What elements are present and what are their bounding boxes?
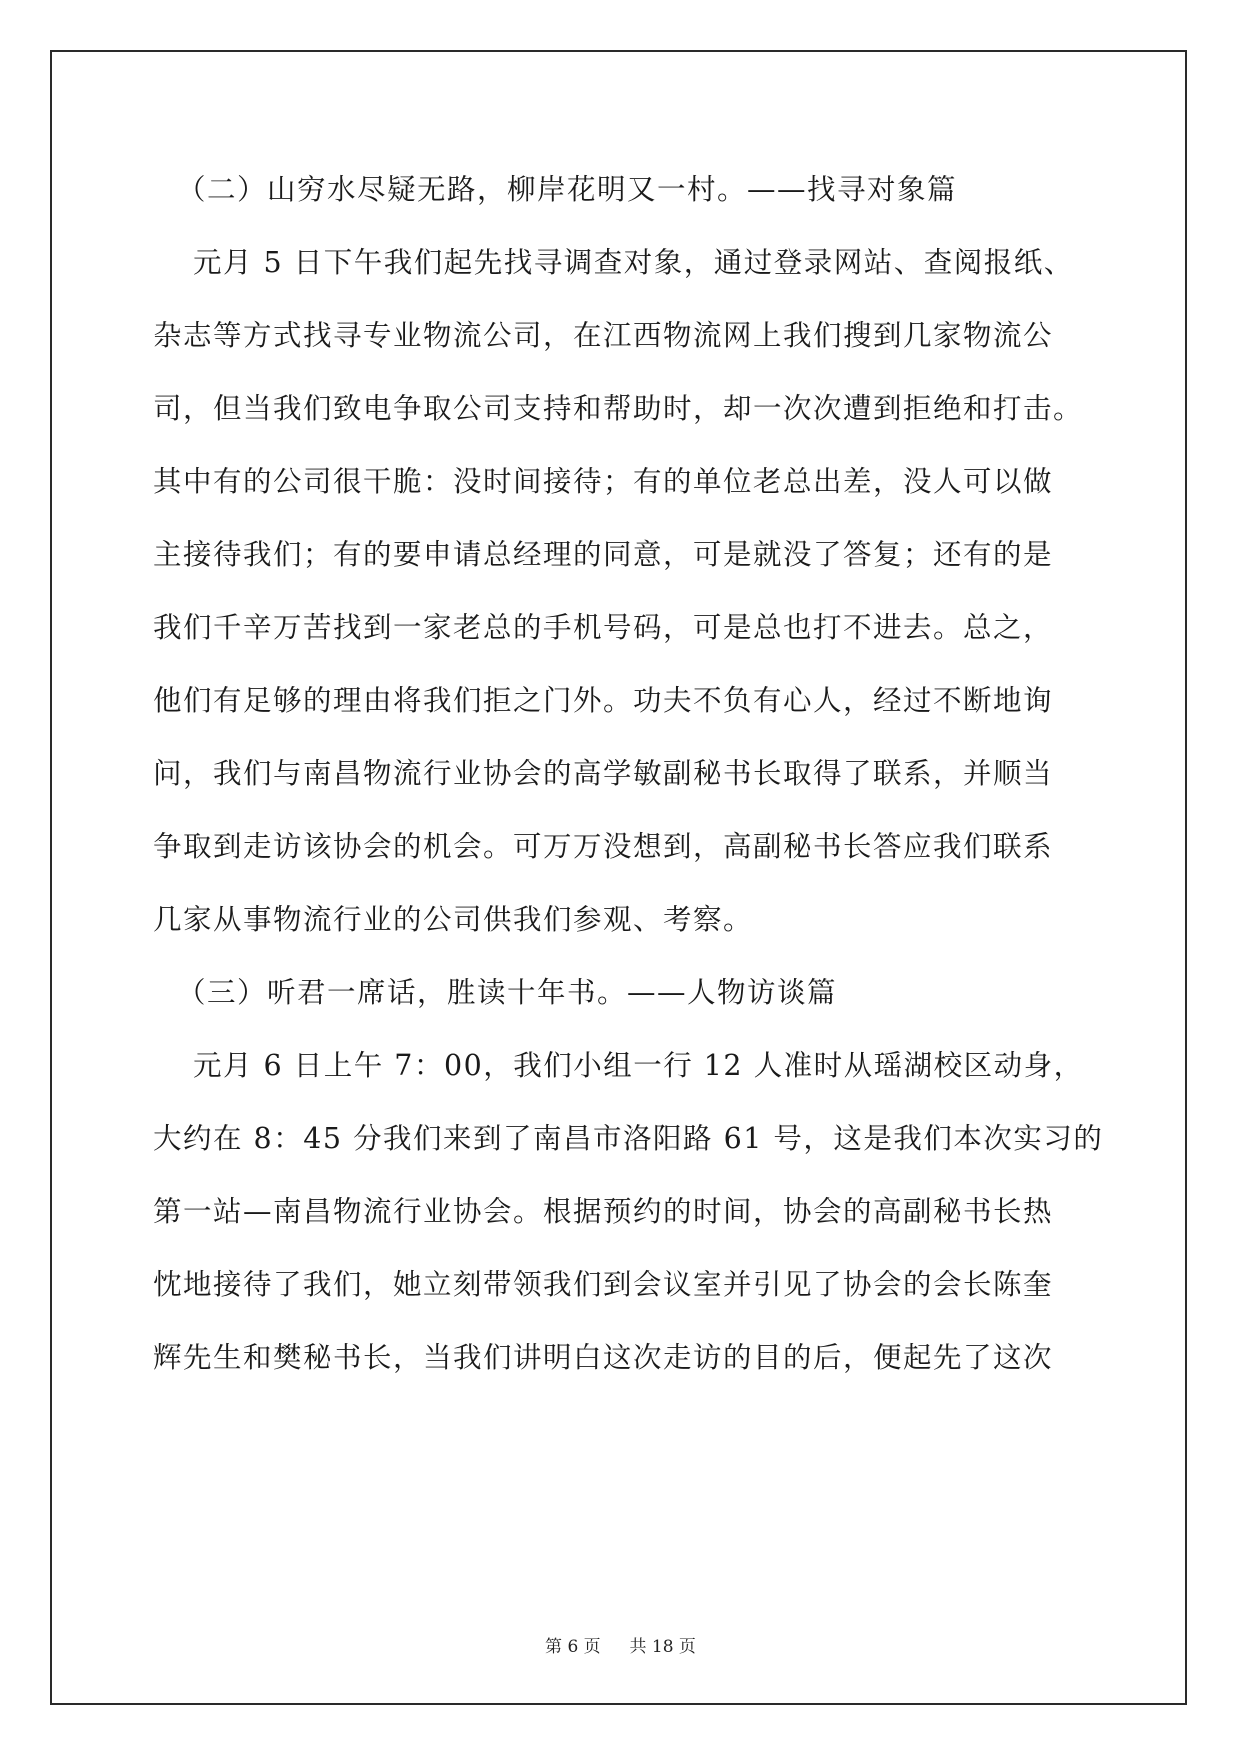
page-number-current: 第 6 页: [545, 1637, 601, 1657]
paragraph-line: 主接待我们；有的要申请总经理的同意，可是就没了答复；还有的是: [153, 538, 1054, 571]
paragraph-line: 我们千辛万苦找到一家老总的手机号码，可是总也打不进去。总之，: [153, 611, 1054, 644]
section-heading-2: （二）山穷水尽疑无路，柳岸花明又一村。——找寻对象篇: [177, 173, 958, 206]
paragraph-line: 第一站—南昌物流行业协会。根据预约的时间，协会的高副秘书长热: [153, 1195, 1054, 1228]
page-number-total: 共 18 页: [629, 1637, 696, 1657]
paragraph-line: 元月 5 日下午我们起先找寻调查对象，通过登录网站、查阅报纸、: [193, 246, 1074, 279]
paragraph-line: 忱地接待了我们，她立刻带领我们到会议室并引见了协会的会长陈奎: [153, 1268, 1054, 1301]
paragraph-line: 其中有的公司很干脆：没时间接待；有的单位老总出差，没人可以做: [153, 465, 1054, 498]
paragraph-line: 几家从事物流行业的公司供我们参观、考察。: [153, 903, 754, 936]
paragraph-line: 问，我们与南昌物流行业协会的高学敏副秘书长取得了联系，并顺当: [153, 757, 1054, 790]
paragraph-line: 元月 6 日上午 7：00，我们小组一行 12 人准时从瑶湖校区动身，: [193, 1049, 1084, 1082]
page-border: [50, 50, 1187, 1705]
section-heading-3: （三）听君一席话，胜读十年书。——人物访谈篇: [177, 976, 838, 1009]
paragraph-line: 他们有足够的理由将我们拒之门外。功夫不负有心人，经过不断地询: [153, 684, 1054, 717]
paragraph-line: 杂志等方式找寻专业物流公司，在江西物流网上我们搜到几家物流公: [153, 319, 1054, 352]
page-footer: [0, 1635, 1241, 1659]
paragraph-line: 大约在 8：45 分我们来到了南昌市洛阳路 61 号，这是我们本次实习的: [153, 1122, 1104, 1155]
paragraph-line: 争取到走访该协会的机会。可万万没想到，高副秘书长答应我们联系: [153, 830, 1054, 863]
paragraph-line: 司，但当我们致电争取公司支持和帮助时，却一次次遭到拒绝和打击。: [153, 392, 1084, 425]
paragraph-line: 辉先生和樊秘书长，当我们讲明白这次走访的目的后，便起先了这次: [153, 1341, 1054, 1374]
